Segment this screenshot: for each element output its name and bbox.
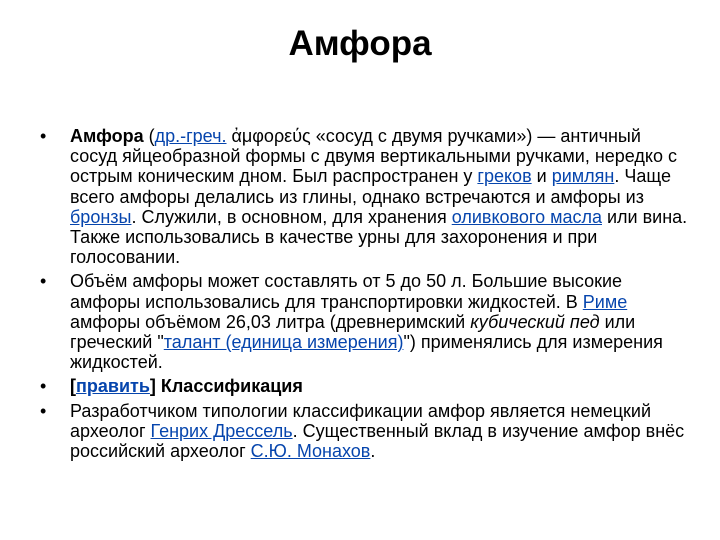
bullet-text: . Служили, в основном, для хранения <box>131 206 452 227</box>
bullet-text: ") применялись для измерения жидкостей. <box>70 332 663 373</box>
bullet-text: кубический пед <box>470 311 600 332</box>
wiki-link[interactable]: оливкового масла <box>451 206 602 227</box>
bullet-item <box>40 376 690 396</box>
bullet-text: ] Классификация <box>149 376 303 397</box>
wiki-link[interactable]: править <box>76 376 150 397</box>
bullet-text: . Существенный вклад в изучение амфор внёс российский археолог <box>70 420 685 462</box>
bullet-item <box>40 271 690 372</box>
wiki-link[interactable]: римлян <box>551 166 615 187</box>
bullet-text: ἀμφορεύς «сосуд с двумя ручками») — античный сосуд яйцеобразной формы с двумя вертикальными ручками, нередко с острым коническим дном. Был распространен у <box>70 126 677 187</box>
bullet-text: амфоры объёмом 26,03 литра (древнеримский <box>70 311 471 332</box>
wiki-link[interactable]: Генрих Дрессель <box>150 420 293 441</box>
bullet-item <box>40 126 690 267</box>
bullet-text: [ <box>70 376 76 397</box>
bullet-text: Разработчиком типологии классификации амфор является немецкий археолог <box>70 400 652 441</box>
wiki-link[interactable]: Риме <box>582 291 628 312</box>
bullet-item <box>40 401 690 462</box>
bullet-text: Амфора <box>70 126 144 146</box>
slide-title: Амфора <box>288 24 432 63</box>
bullet-text: . <box>370 441 376 462</box>
wiki-link[interactable]: талант (единица измерения) <box>163 332 404 353</box>
bullet-text: или вина. Также использовались в качестве урны для захоронения и при голосовании. <box>70 206 688 268</box>
bullet-text: ( <box>143 126 155 146</box>
wiki-link[interactable]: греков <box>477 166 532 187</box>
bullet-list <box>40 126 690 465</box>
wiki-link[interactable]: др.-греч. <box>154 126 227 146</box>
wiki-link[interactable]: бронзы <box>70 206 132 227</box>
bullet-text: . Чаще всего амфоры делались из глины, однако встречаются и амфоры из <box>70 166 671 207</box>
bullet-text: и <box>531 166 552 187</box>
bullet-text: Объём амфоры может составлять от 5 до 50 л. Большие высокие амфоры использовались для транспортировки жидкостей. В <box>70 271 623 312</box>
wiki-link[interactable]: С.Ю. Монахов <box>250 441 371 462</box>
bullet-text: или греческий " <box>70 311 636 353</box>
